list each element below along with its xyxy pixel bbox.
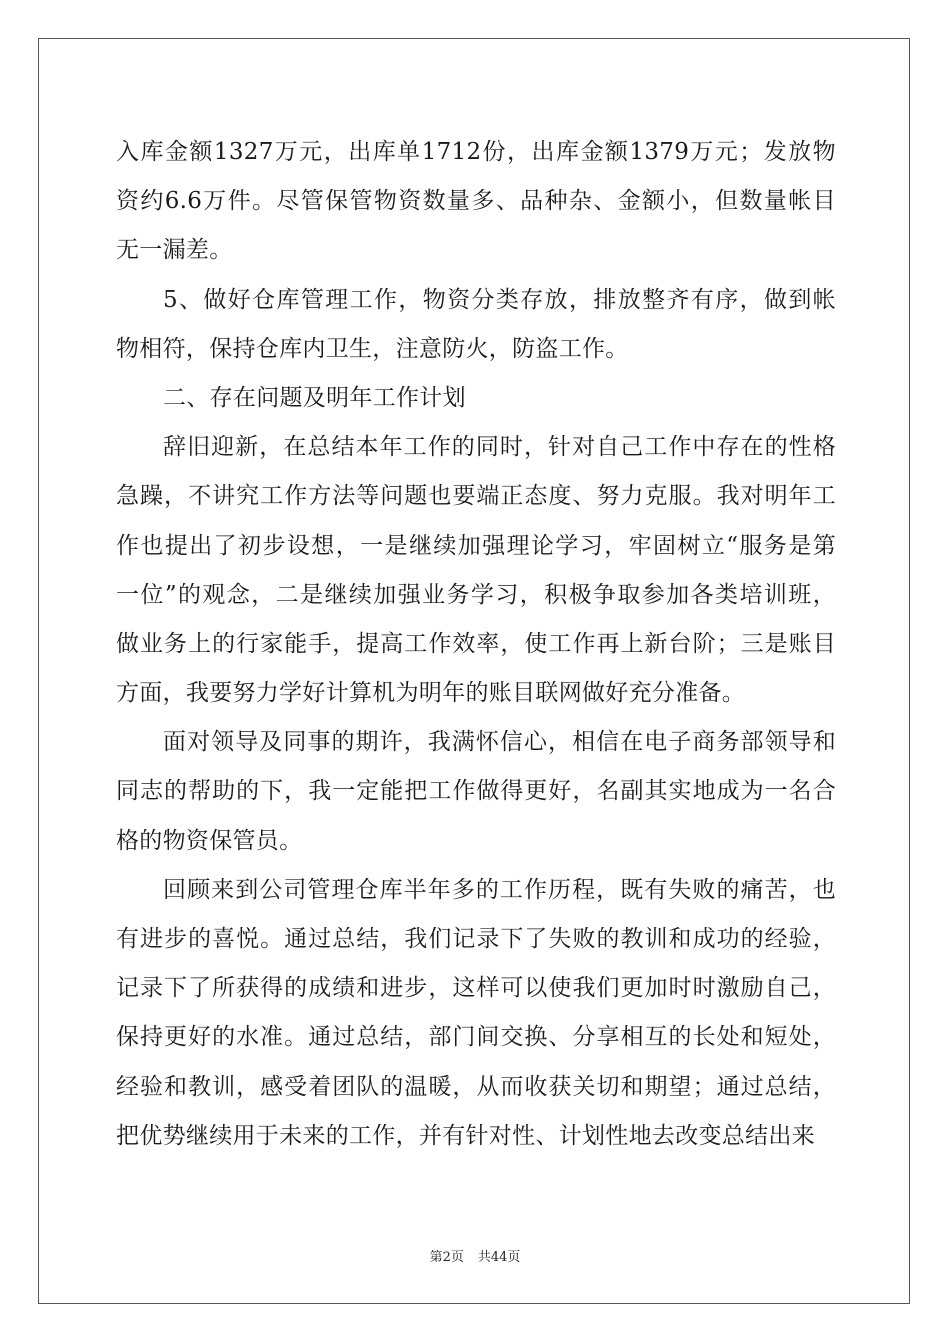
text-line: 回顾来到公司管理仓库半年多的工作历程，既有失败的痛苦，也 bbox=[163, 876, 836, 903]
text-line: 一位”的观念，二是继续加强业务学习，积极争取参加各类培训班， bbox=[116, 581, 836, 608]
text-line: 入库金额1327万元，出库单1712份，出库金额1379万元；发放物 bbox=[116, 139, 836, 165]
text-line: 方面，我要努力学好计算机为明年的账目联网做好充分准备。 bbox=[116, 680, 746, 707]
text-line: 无一漏差。 bbox=[116, 237, 233, 264]
text-line: 急躁，不讲究工作方法等问题也要端正态度、努力克服。我对明年工 bbox=[116, 483, 836, 510]
text-line: 5、做好仓库管理工作，物资分类存放，排放整齐有序，做到帐 bbox=[163, 286, 836, 313]
text-line: 资约6.6万件。尽管保管物资数量多、品种杂、金额小，但数量帐目 bbox=[116, 188, 836, 215]
paragraph bbox=[116, 718, 836, 866]
paragraph bbox=[116, 423, 836, 718]
paragraph bbox=[116, 866, 836, 1161]
text-line: 做业务上的行家能手，提高工作效率，使工作再上新台阶；三是账目 bbox=[116, 630, 836, 657]
page-number: 第2页 bbox=[429, 1250, 464, 1265]
paragraph bbox=[116, 128, 836, 276]
text-line: 二、存在问题及明年工作计划 bbox=[163, 384, 466, 411]
text-line: 记录下了所获得的成绩和进步，这样可以使我们更加时时激励自己， bbox=[116, 975, 836, 1002]
text-line: 面对领导及同事的期许，我满怀信心，相信在电子商务部领导和 bbox=[163, 729, 836, 756]
text-line: 经验和教训，感受着团队的温暖，从而收获关切和期望；通过总结， bbox=[116, 1073, 836, 1100]
text-line: 同志的帮助的下，我一定能把工作做得更好，名副其实地成为一名合 bbox=[116, 778, 836, 805]
document-body bbox=[116, 128, 836, 1161]
text-line: 辞旧迎新，在总结本年工作的同时，针对自己工作中存在的性格 bbox=[163, 434, 836, 461]
text-line: 作也提出了初步设想，一是继续加强理论学习，牢固树立“服务是第 bbox=[116, 532, 836, 559]
page-footer bbox=[0, 1246, 950, 1265]
text-line: 保持更好的水准。通过总结，部门间交换、分享相互的长处和短处， bbox=[116, 1024, 836, 1051]
page-total: 共44页 bbox=[477, 1250, 521, 1265]
text-line: 把优势继续用于未来的工作，并有针对性、计划性地去改变总结出来 bbox=[116, 1122, 815, 1149]
paragraph bbox=[116, 374, 836, 423]
text-line: 有进步的喜悦。通过总结，我们记录下了失败的教训和成功的经验， bbox=[116, 926, 836, 952]
text-line: 物相符，保持仓库内卫生，注意防火，防盗工作。 bbox=[116, 335, 629, 362]
text-line: 格的物资保管员。 bbox=[116, 827, 303, 854]
paragraph bbox=[116, 276, 836, 374]
